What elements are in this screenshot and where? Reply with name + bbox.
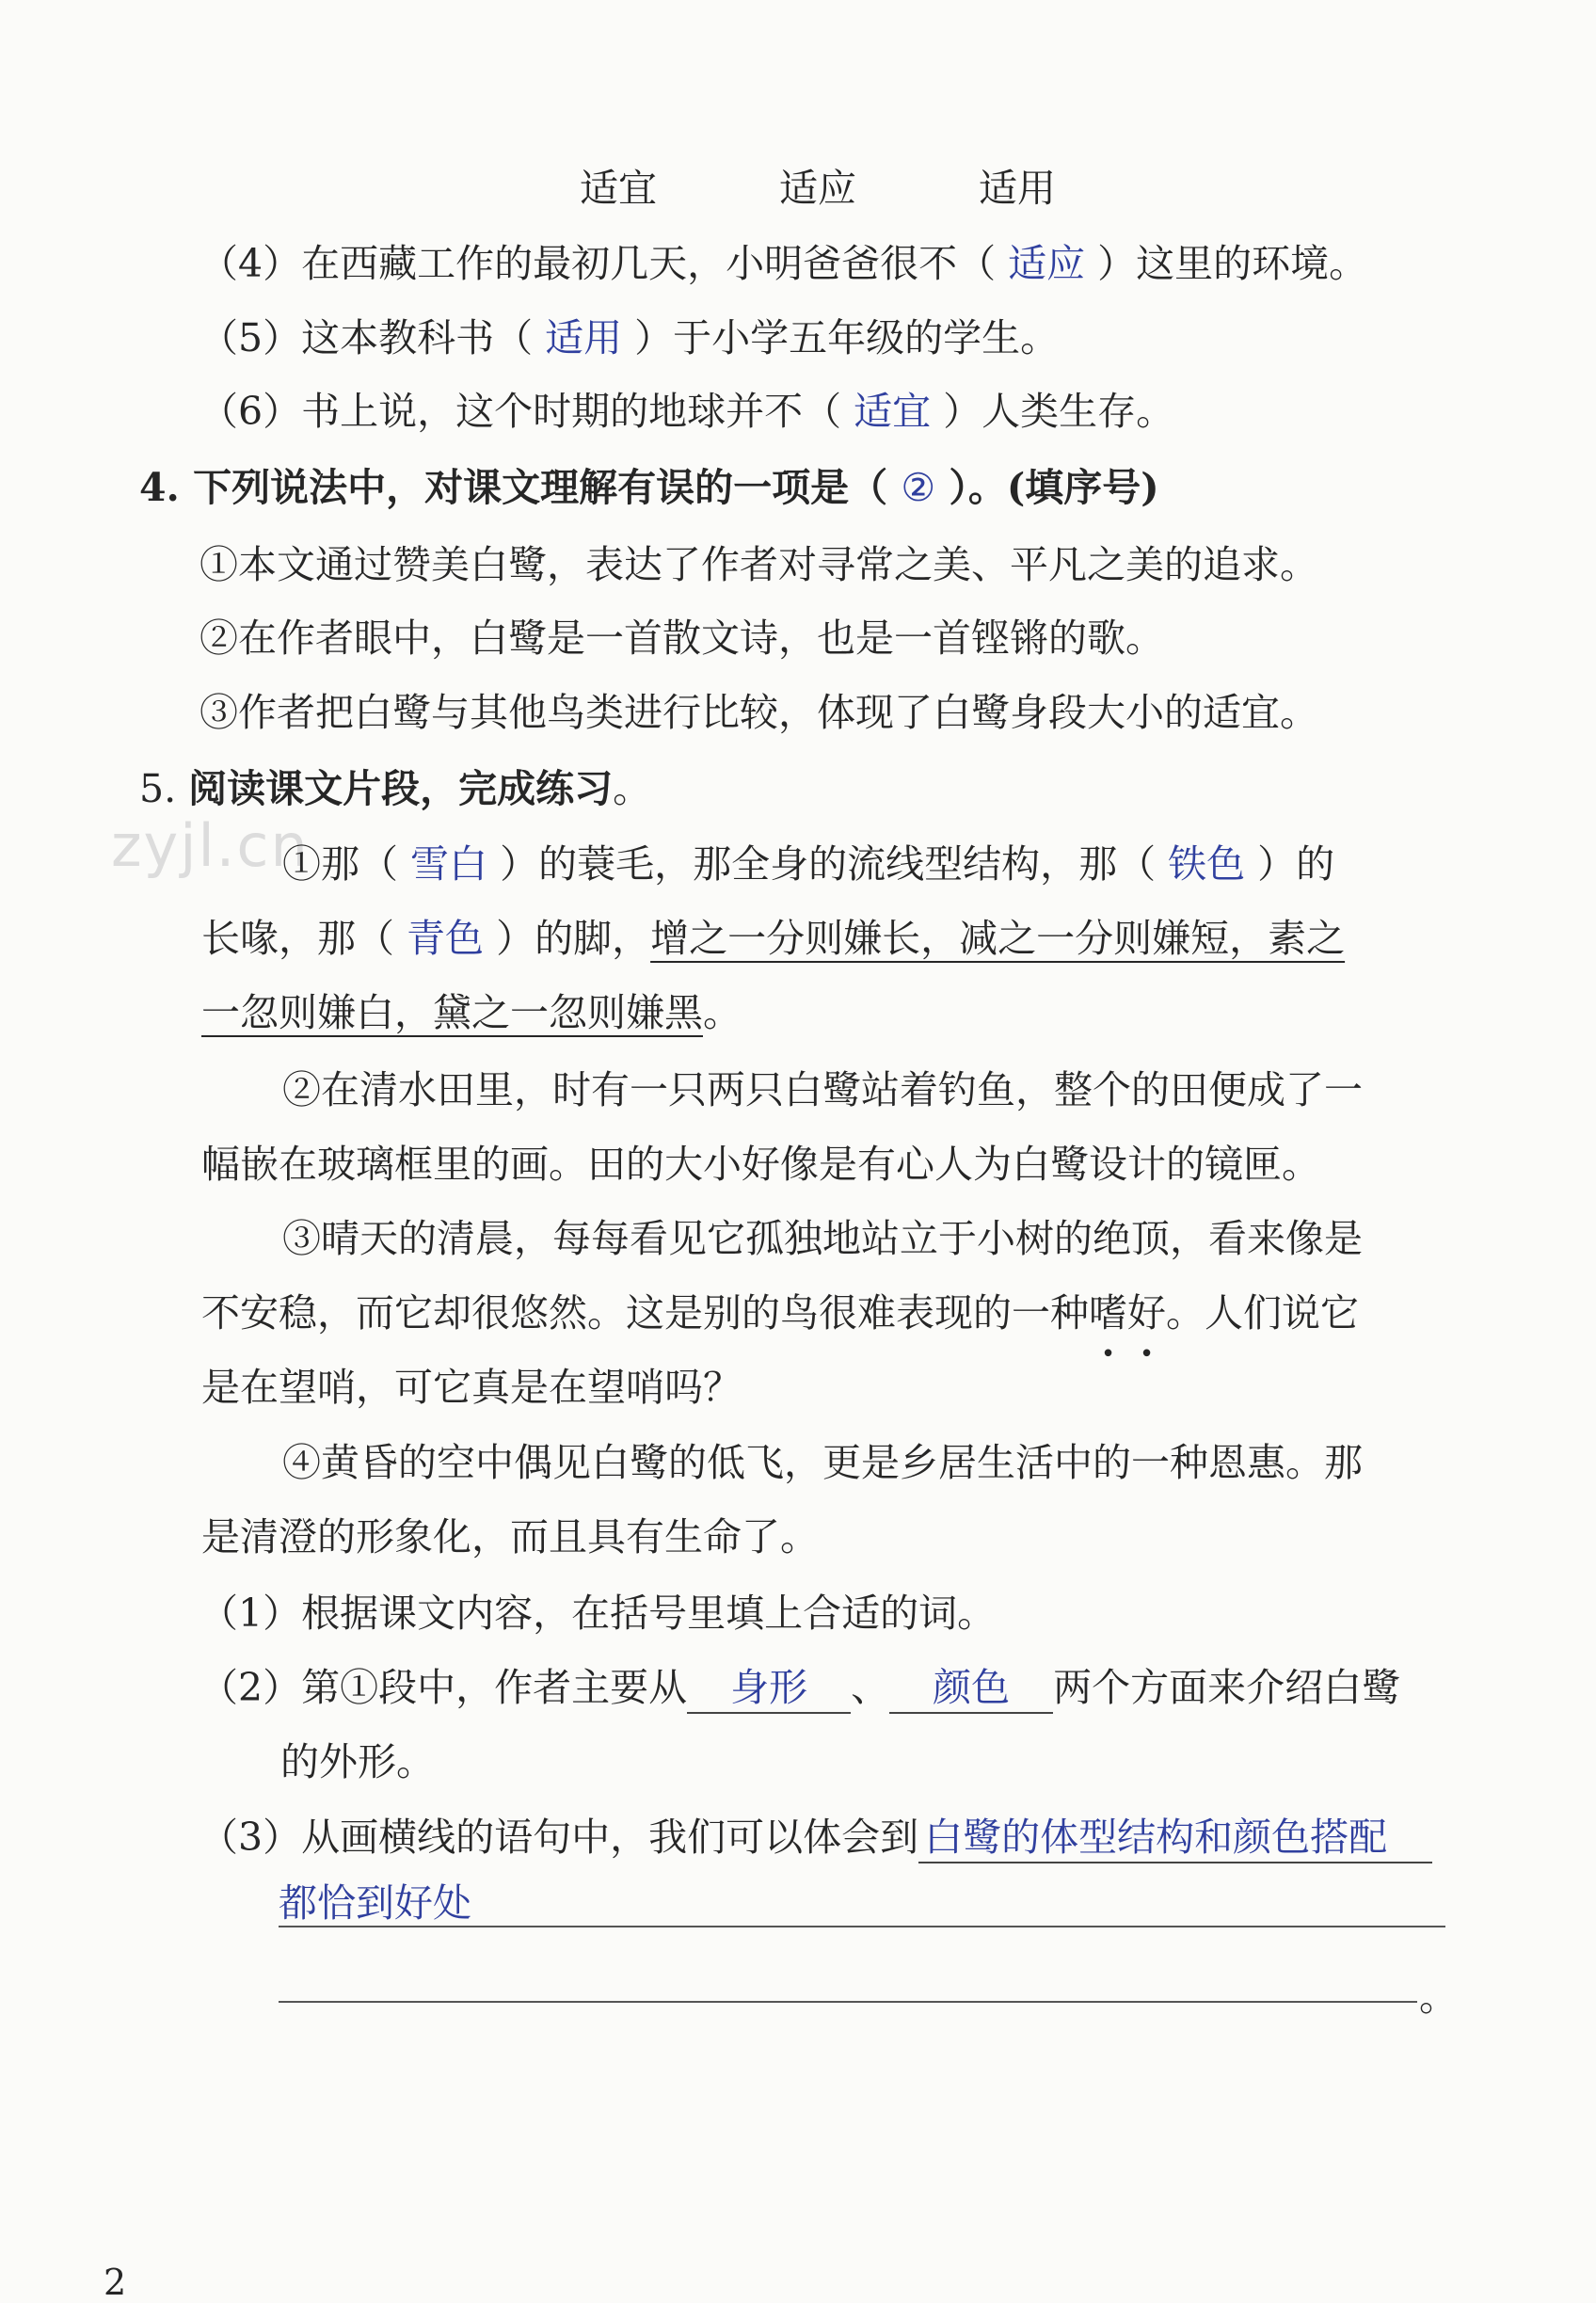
watermark: zyjl.cn [111,811,310,880]
answer: 适用 [545,315,623,360]
passage-line: 一忽则嫌白，黛之一忽则嫌黑。 [201,990,742,1035]
fill-sentence-6: （6）书上说，这个时期的地球并不（ 适宜 ）人类生存。 [200,389,1175,434]
answer: 适应 [1008,241,1086,286]
passage-line: 长喙，那（ 青色 ）的脚，增之一分则嫌长，减之一分则嫌短，素之 [201,916,1346,961]
question-4-option: ①本文通过赞美白鹭，表达了作者对寻常之美、平凡之美的追求。 [200,542,1318,587]
underlined-sentence: 一忽则嫌白，黛之一忽则嫌黑 [201,990,703,1035]
answer: 铁色 [1168,841,1246,887]
passage-line: ③晴天的清晨，每每看见它孤独地站立于小树的绝顶，看来像是 [282,1216,1363,1261]
sub-question-1: （1）根据课文内容，在括号里填上合适的词。 [200,1591,997,1636]
passage-line: 是清澄的形象化，而且具有生命了。 [201,1514,819,1559]
passage-line: ①那（ 雪白 ）的蓑毛，那全身的流线型结构，那（ 铁色 ）的 [282,841,1335,887]
fill-sentence-4: （4）在西藏工作的最初几天，小明爸爸很不（ 适应 ）这里的环境。 [200,241,1368,286]
sub-question-2-cont: 的外形。 [280,1739,435,1784]
answer-blank: 颜色 [889,1663,1053,1714]
word-options [580,158,1056,218]
emphasis-dot-char: 好 [1127,1290,1166,1335]
answer-blank: 身形 [687,1663,851,1714]
question-4-option: ②在作者眼中，白鹭是一首散文诗，也是一首铿锵的歌。 [200,616,1164,661]
end-period: 。 [1419,1975,1458,2020]
sub-question-3: （3）从画横线的语句中，我们可以体会到 白鹭的体型结构和颜色搭配 [200,1807,1432,1867]
answer: 雪白 [410,841,488,887]
underlined-sentence: 增之一分则嫌长，减之一分则嫌短，素之 [650,916,1346,961]
emphasis-dot-char: 嗜 [1089,1290,1127,1335]
answer-rule [279,1926,1445,1927]
passage-line: 是在望哨，可它真是在望哨吗？ [201,1365,742,1410]
passage-line: ④黄昏的空中偶见白鹭的低飞，更是乡居生活中的一种恩惠。那 [282,1440,1363,1485]
answer: 适宜 [854,389,932,434]
passage-line: ②在清水田里，时有一只两只白鹭站着钓鱼，整个的田便成了一 [282,1067,1363,1112]
sub-question-2: （2）第①段中，作者主要从 身形 、 颜色 两个方面来介绍白鹭 [200,1657,1400,1718]
word-option: 适宜 [580,166,657,211]
passage-line: 幅嵌在玻璃框里的画。田的大小好像是有心人为白鹭设计的镜匣。 [201,1142,1320,1187]
answer-rule [279,2001,1417,2003]
page-number: 2 [104,2262,127,2303]
question-4-title: 4. 下列说法中，对课文理解有误的一项是（ ② ）。(填序号) [139,465,1159,510]
answer-line: 都恰到好处 [279,1880,471,1926]
answer-blank: 白鹭的体型结构和颜色搭配 [918,1813,1432,1863]
word-option: 适用 [979,166,1056,211]
question-4-option: ③作者把白鹭与其他鸟类进行比较，体现了白鹭身段大小的适宜。 [200,690,1318,735]
fill-sentence-5: （5）这本教科书（ 适用 ）于小学五年级的学生。 [200,315,1060,360]
answer: ② [901,465,936,510]
passage-line: 不安稳，而它却很悠然。这是别的鸟很难表现的一种嗜好。人们说它 [201,1290,1359,1335]
word-option: 适应 [779,166,856,211]
question-5-title: 5. 阅读课文片段，完成练习。 [139,766,652,811]
answer: 青色 [407,916,485,961]
